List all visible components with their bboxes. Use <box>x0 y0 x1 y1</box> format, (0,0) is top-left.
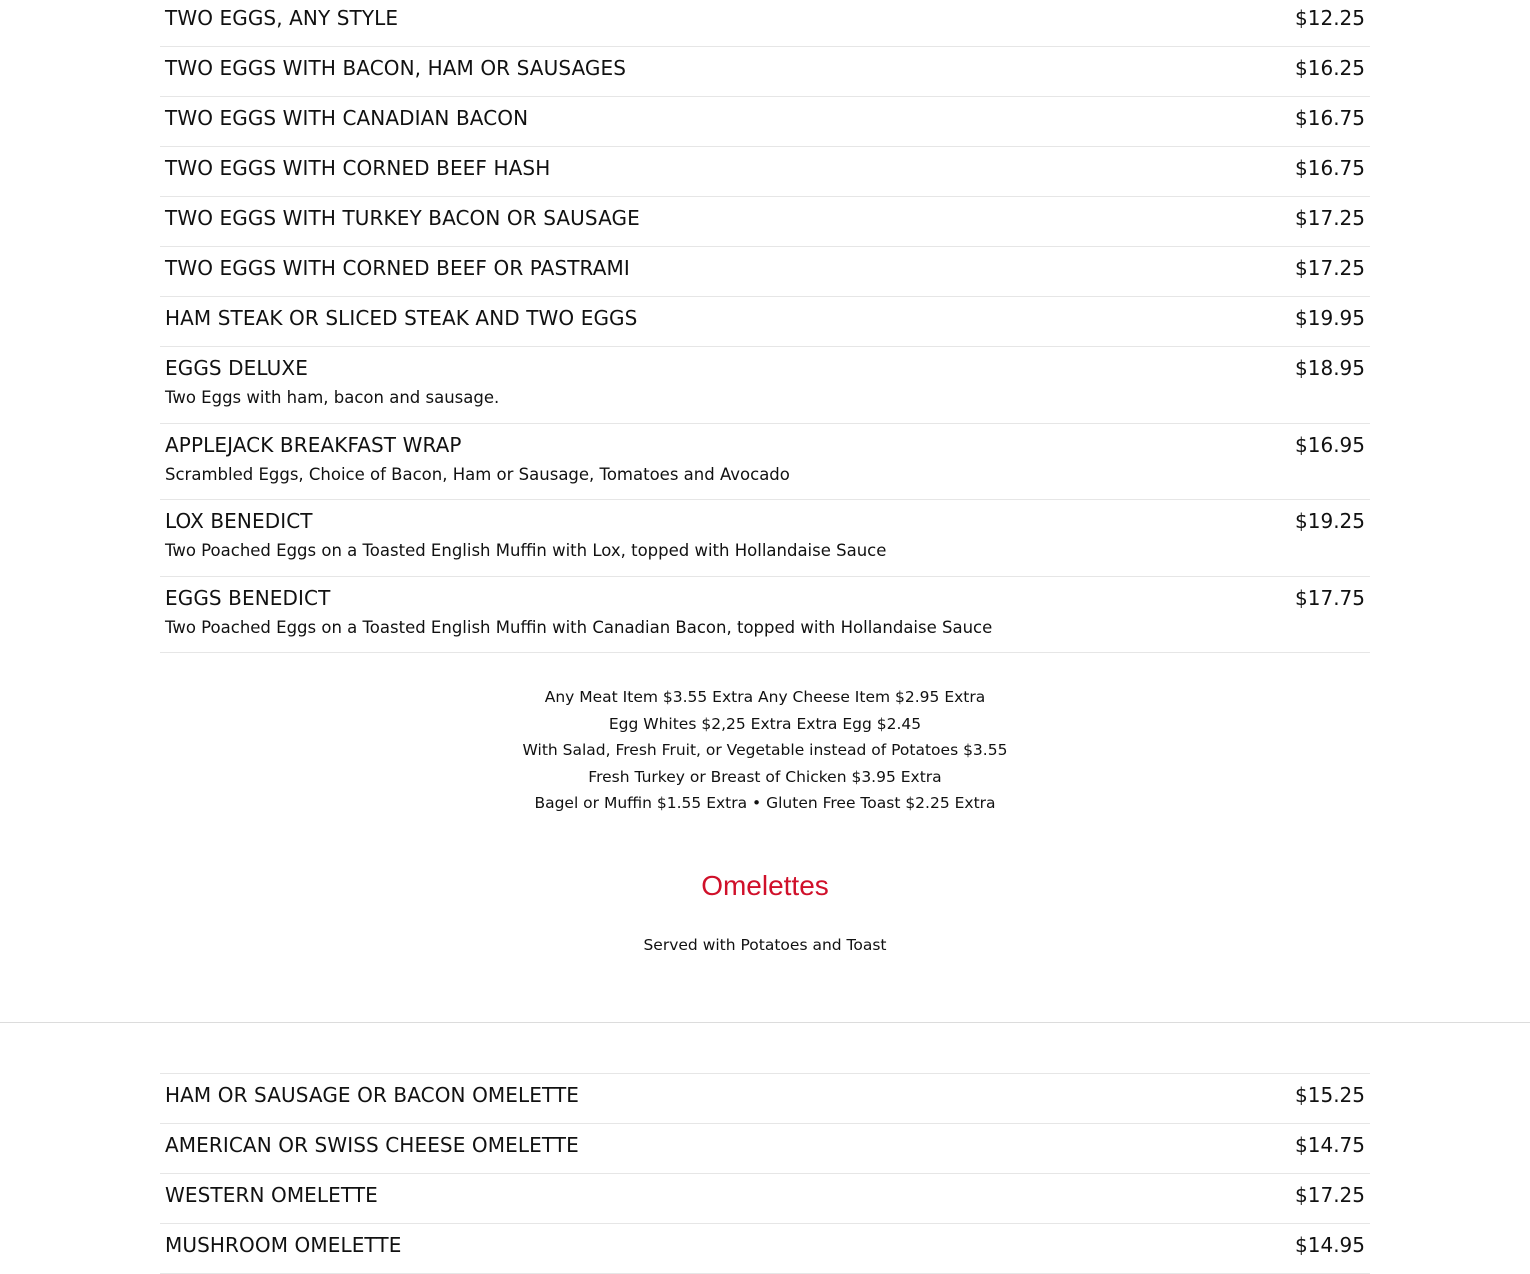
menu-item-price: $18.95 <box>1295 356 1365 380</box>
menu-item-row <box>160 97 1370 147</box>
menu-item-row <box>160 197 1370 247</box>
menu-item-price: $14.95 <box>1295 1233 1365 1257</box>
menu-item-description: Two Poached Eggs on a Toasted English Muffin with Canadian Bacon, topped with Hollandaise Sauce <box>165 617 993 637</box>
menu-item-name: TWO EGGS, ANY STYLE <box>165 6 399 30</box>
menu-item-description: Two Poached Eggs on a Toasted English Muffin with Lox, topped with Hollandaise Sauce <box>165 541 887 560</box>
menu-item-name: HAM OR SAUSAGE OR BACON OMELETTE <box>165 1083 580 1107</box>
menu-item-row <box>160 1124 1370 1174</box>
menu-item-row <box>160 247 1370 297</box>
menu-item-price: $14.75 <box>1295 1133 1365 1157</box>
menu-item-name: HAM STEAK OR SLICED STEAK AND TWO EGGS <box>165 306 638 330</box>
menu-item-row <box>160 147 1370 197</box>
menu-item-description: Scrambled Eggs, Choice of Bacon, Ham or Sausage, Tomatoes and Avocado <box>165 464 790 484</box>
menu-item-name: MUSHROOM OMELETTE <box>165 1233 402 1257</box>
menu-item-name: TWO EGGS WITH CORNED BEEF HASH <box>165 156 551 180</box>
breakfast-menu-list <box>160 0 1370 653</box>
menu-item-name: TWO EGGS WITH CANADIAN BACON <box>165 106 529 130</box>
menu-item-name: WESTERN OMELETTE <box>165 1183 378 1207</box>
menu-item-price: $19.95 <box>1295 306 1365 330</box>
menu-item-row <box>160 577 1370 654</box>
menu-item-name: EGGS DELUXE <box>165 356 308 380</box>
extras-note-line: Egg Whites $2,25 Extra Extra Egg $2.45 <box>608 714 922 733</box>
menu-item-name: EGGS BENEDICT <box>165 585 331 610</box>
menu-item-row <box>160 1224 1370 1274</box>
omelette-menu-list <box>160 1073 1370 1274</box>
menu-item-price: $16.75 <box>1295 156 1365 180</box>
menu-item-price: $16.25 <box>1295 56 1365 80</box>
extras-notes <box>0 684 1530 817</box>
section-subtitle: Served with Potatoes and Toast <box>643 936 887 954</box>
menu-item-row <box>160 47 1370 97</box>
menu-item-row <box>160 424 1370 501</box>
menu-item-row <box>160 297 1370 347</box>
menu-item-name: TWO EGGS WITH CORNED BEEF OR PASTRAMI <box>165 256 630 280</box>
menu-item-price: $15.25 <box>1295 1083 1365 1107</box>
menu-item-name: TWO EGGS WITH BACON, HAM OR SAUSAGES <box>165 56 627 80</box>
menu-item-row <box>160 1174 1370 1224</box>
menu-item-name: APPLEJACK BREAKFAST WRAP <box>165 432 462 457</box>
menu-item-price: $12.25 <box>1295 6 1365 30</box>
menu-item-row <box>160 1074 1370 1124</box>
menu-item-price: $16.75 <box>1295 106 1365 130</box>
menu-item-description: Two Eggs with ham, bacon and sausage. <box>165 388 500 407</box>
menu-item-name: TWO EGGS WITH TURKEY BACON OR SAUSAGE <box>165 206 640 230</box>
menu-item-price: $17.75 <box>1295 585 1365 610</box>
menu-item-row <box>160 0 1370 47</box>
menu-item-row <box>160 500 1370 577</box>
extras-note-line: Bagel or Muffin $1.55 Extra • Gluten Free Toast $2.25 Extra <box>534 794 996 812</box>
extras-note-line: With Salad, Fresh Fruit, or Vegetable instead of Potatoes $3.55 <box>522 741 1008 759</box>
section-title-omelettes: Omelettes <box>701 870 829 901</box>
menu-item-name: LOX BENEDICT <box>165 509 313 533</box>
menu-item-price: $17.25 <box>1295 1183 1365 1207</box>
menu-item-price: $16.95 <box>1295 432 1365 457</box>
section-divider <box>0 1022 1530 1023</box>
menu-item-price: $17.25 <box>1295 256 1365 280</box>
menu-item-price: $17.25 <box>1295 206 1365 230</box>
menu-item-price: $19.25 <box>1295 509 1365 533</box>
extras-note-line: Fresh Turkey or Breast of Chicken $3.95 Extra <box>588 767 942 786</box>
extras-note-line: Any Meat Item $3.55 Extra Any Cheese Item $2.95 Extra <box>544 688 986 706</box>
menu-item-row <box>160 347 1370 424</box>
menu-item-name: AMERICAN OR SWISS CHEESE OMELETTE <box>165 1133 579 1157</box>
